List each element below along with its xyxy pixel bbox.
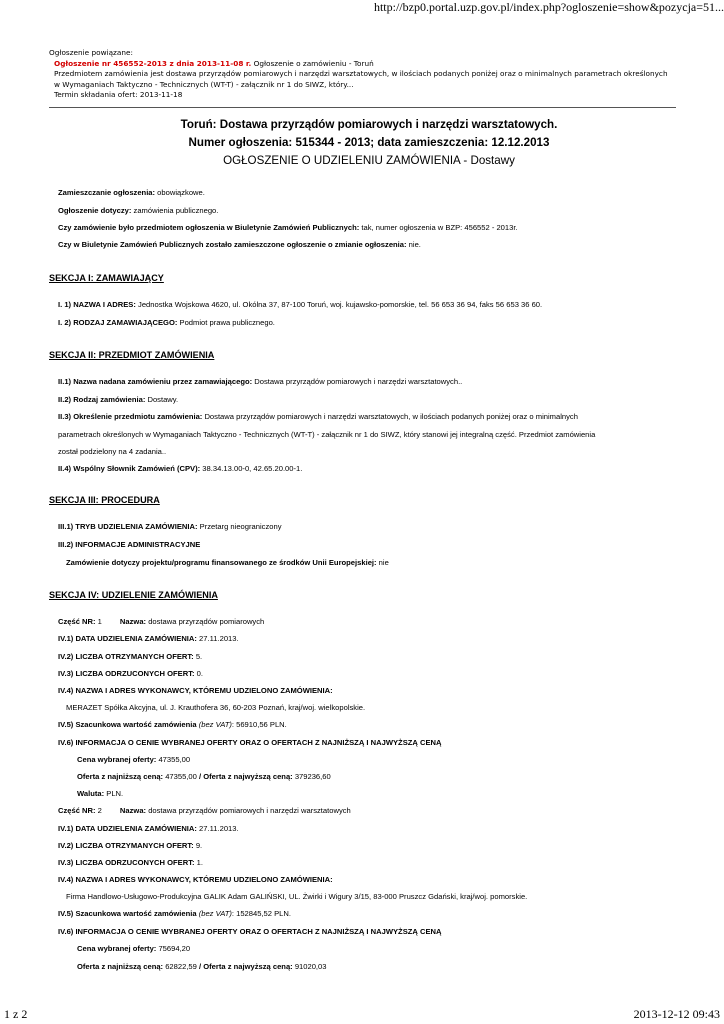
s2-subject-line: parametrach określonych w Wymaganiach Taktyczno - Technicznych (WT-T) - załącznik nr 1 do SIWZ, który stanowi jej integralną część. Przedmiot zamówienia	[58, 430, 596, 439]
print-datetime: 2013-12-12 09:43	[633, 1007, 720, 1021]
s3-mode: III.1) TRYB UDZIELENIA ZAMÓWIENIA: Przetarg nieograniczony	[58, 522, 282, 531]
s3-admin: III.2) INFORMACJE ADMINISTRACYJNE	[58, 540, 201, 549]
part-date: IV.1) DATA UDZIELENIA ZAMÓWIENIA: 27.11.2013.	[58, 634, 239, 643]
related-heading: Ogłoszenie powiązane:	[49, 48, 133, 57]
part-price-range: Oferta z najniższą ceną: 47355,00 / Oferta z najwyższą ceną: 379236,60	[77, 772, 331, 781]
related-desc-line: Przedmiotem zamówienia jest dostawa przyrządów pomiarowych i narzędzi warsztatowych, w ilościach podanych poniżej oraz o minimalnych parametrach określonych	[54, 69, 668, 78]
part-currency: Waluta: PLN.	[77, 789, 124, 798]
part-chosen-price: Cena wybranej oferty: 75694,20	[77, 944, 191, 953]
part-rejected: IV.3) LICZBA ODRZUCONYCH OFERT: 1.	[58, 858, 204, 867]
notice-number: Numer ogłoszenia: 515344 - 2013; data zamieszczenia: 12.12.2013	[188, 136, 550, 149]
notice-title: Toruń: Dostawa przyrządów pomiarowych i narzędzi warsztatowych.	[180, 118, 558, 131]
intro-mandatory: Zamieszczanie ogłoszenia: obowiązkowe.	[58, 188, 205, 197]
part-estimate: IV.5) Szacunkowa wartość zamówienia (bez VAT): 56910,56 PLN.	[58, 720, 287, 729]
part-contractor-label: IV.4) NAZWA I ADRES WYKONAWCY, KTÓREMU UDZIELONO ZAMÓWIENIA:	[58, 686, 333, 695]
print-url: http://bzp0.portal.uzp.gov.pl/index.php?ogloszenie=show&pozycja=51...	[373, 0, 724, 14]
part-offers: IV.2) LICZBA OTRZYMANYCH OFERT: 5.	[58, 652, 203, 661]
related-desc-line: w Wymaganiach Taktyczno - Technicznych (WT-T) - załącznik nr 1 do SIWZ, który...	[54, 79, 354, 89]
intro-concerns: Ogłoszenie dotyczy: zamówienia publicznego.	[58, 206, 219, 215]
section-1-title: SEKCJA I: ZAMAWIAJĄCY	[49, 273, 164, 283]
part-rejected: IV.3) LICZBA ODRZUCONYCH OFERT: 0.	[58, 669, 204, 678]
section-2-title: SEKCJA II: PRZEDMIOT ZAMÓWIENIA	[49, 350, 215, 360]
s2-subject: II.3) Określenie przedmiotu zamówienia: Dostawa przyrządów pomiarowych i narzędzi warsztatowych, w ilościach podanych poniżej oraz o minimalnych	[58, 412, 578, 421]
s2-kind: II.2) Rodzaj zamówienia: Dostawy.	[58, 395, 179, 404]
part-chosen-price: Cena wybranej oferty: 47355,00	[77, 755, 191, 764]
related-deadline: Termin składania ofert: 2013-11-18	[54, 90, 183, 99]
s2-name: II.1) Nazwa nadana zamówieniu przez zamawiającego: Dostawa przyrządów pomiarowych i narzędzi warsztatowych..	[58, 377, 463, 386]
s1-type: I. 2) RODZAJ ZAMAWIAJĄCEGO: Podmiot prawa publicznego.	[58, 318, 275, 327]
part-header: Część NR: 1 Nazwa: dostawa przyrządów pomiarowych	[58, 617, 265, 626]
part-contractor: MERAZET Spółka Akcyjna, ul. J. Krauthofera 36, 60-203 Poznań, kraj/woj. wielkopolskie.	[66, 703, 366, 712]
related-notice	[49, 48, 689, 101]
s3-eu: Zamówienie dotyczy projektu/programu finansowanego ze środków Unii Europejskiej: nie	[66, 558, 389, 567]
part-price-label: IV.6) INFORMACJA O CENIE WYBRANEJ OFERTY ORAZ O OFERTACH Z NAJNIŻSZĄ I NAJWYŻSZĄ CENĄ	[58, 927, 442, 936]
section-4-title: SEKCJA IV: UDZIELENIE ZAMÓWIENIA	[49, 590, 218, 600]
part-header: Część NR: 2 Nazwa: dostawa przyrządów pomiarowych i narzędzi warsztatowych	[58, 806, 351, 815]
part-estimate: IV.5) Szacunkowa wartość zamówienia (bez VAT): 152845,52 PLN.	[58, 909, 291, 918]
notice-type: OGŁOSZENIE O UDZIELENIU ZAMÓWIENIA - Dostawy	[223, 154, 515, 167]
part-price-range: Oferta z najniższą ceną: 62822,59 / Oferta z najwyższą ceną: 91020,03	[77, 962, 327, 971]
notice-header	[0, 116, 724, 170]
print-page-number: 1 z 2	[4, 1007, 28, 1021]
s2-subject-line: został podzielony na 4 zadania..	[58, 447, 167, 456]
related-notice-link[interactable]: Ogłoszenie nr 456552-2013 z dnia 2013-11-08 r.	[54, 58, 252, 68]
intro-bzp: Czy zamówienie było przedmiotem ogłoszenia w Biuletynie Zamówień Publicznych: tak, numer ogłoszenia w BZP: 456552 - 2013r.	[58, 223, 518, 232]
part-date: IV.1) DATA UDZIELENIA ZAMÓWIENIA: 27.11.2013.	[58, 824, 239, 833]
related-notice-link-suffix: Ogłoszenie o zamówieniu - Toruń	[251, 58, 374, 68]
part-price-label: IV.6) INFORMACJA O CENIE WYBRANEJ OFERTY ORAZ O OFERTACH Z NAJNIŻSZĄ I NAJWYŻSZĄ CENĄ	[58, 738, 442, 747]
s1-name-address: I. 1) NAZWA I ADRES: Jednostka Wojskowa 4620, ul. Okólna 37, 87-100 Toruń, woj. kujawsko-pomorskie, tel. 56 653 36 94, faks 56 653 36 60.	[58, 300, 543, 309]
part-offers: IV.2) LICZBA OTRZYMANYCH OFERT: 9.	[58, 841, 203, 850]
part-contractor-label: IV.4) NAZWA I ADRES WYKONAWCY, KTÓREMU UDZIELONO ZAMÓWIENIA:	[58, 875, 333, 884]
section-3-title: SEKCJA III: PROCEDURA	[49, 495, 160, 505]
s2-cpv: II.4) Wspólny Słownik Zamówień (CPV): 38.34.13.00-0, 42.65.20.00-1.	[58, 464, 303, 473]
part-contractor: Firma Handlowo-Usługowo-Produkcyjna GALIK Adam GALIŃSKI, UL. Żwirki i Wigury 3/15, 83-000 Pruszcz Gdański, kraj/woj. pomorskie.	[66, 892, 528, 901]
intro-change: Czy w Biuletynie Zamówień Publicznych zostało zamieszczone ogłoszenie o zmianie ogłoszenia: nie.	[58, 240, 421, 249]
divider	[49, 107, 676, 108]
